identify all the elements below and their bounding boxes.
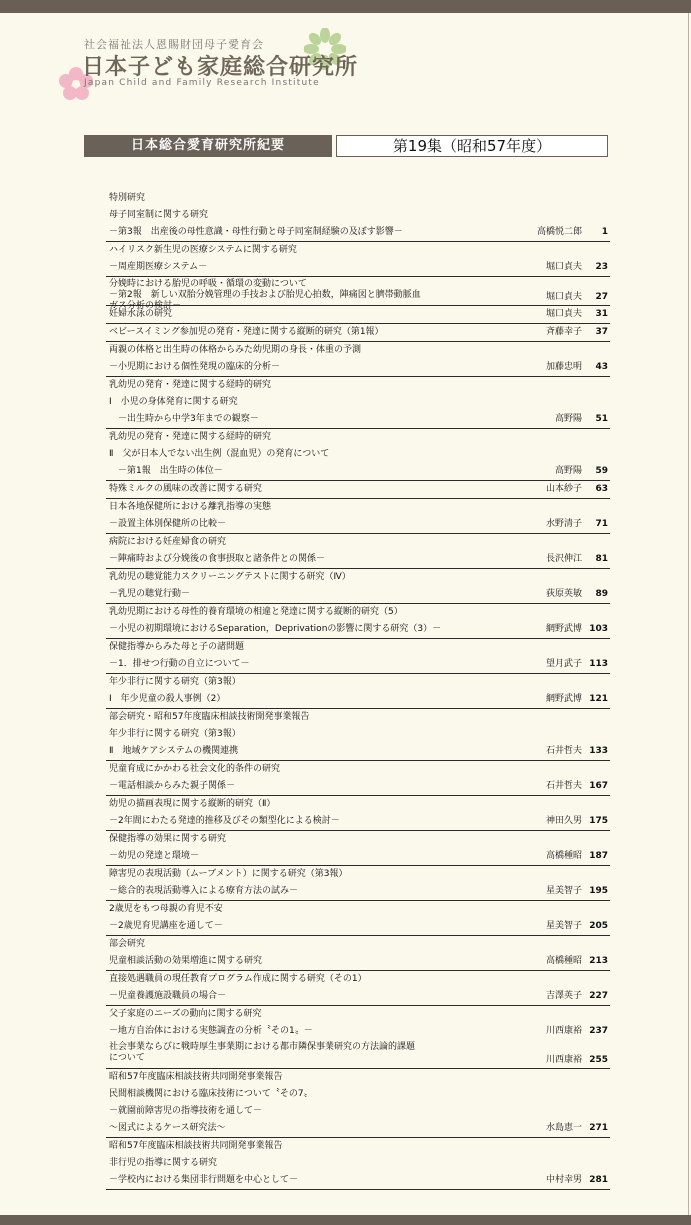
toc-row[interactable] bbox=[106, 259, 610, 277]
toc-author: 堀口貞夫 bbox=[545, 309, 582, 319]
toc-page-number[interactable]: 213 bbox=[589, 956, 608, 966]
toc-row bbox=[106, 377, 610, 394]
toc-row bbox=[106, 569, 610, 586]
toc-page-number[interactable]: 271 bbox=[589, 1123, 608, 1133]
toc-title: 妊婦水泳の研究 bbox=[109, 309, 173, 319]
toc-title: －学校内における集団非行問題を中心として－ bbox=[109, 1175, 299, 1185]
page-edge-line bbox=[688, 13, 689, 1215]
toc-title: ベビースイミング参加児の発育・発達に関する縦断的研究（第1報） bbox=[109, 327, 384, 337]
toc-page-number[interactable]: 31 bbox=[595, 309, 608, 319]
toc-title: 父子家庭のニーズの動向に関する研究 bbox=[109, 1009, 262, 1019]
toc-title: 特殊ミルクの風味の改善に関する研究 bbox=[109, 484, 262, 494]
toc-title: Ⅰ 年少児童の殺人事例（2） bbox=[109, 694, 226, 704]
toc-title: 年少非行に関する研究（第3報） bbox=[109, 729, 241, 739]
journal-title-bar bbox=[84, 135, 608, 157]
toc-row bbox=[106, 709, 610, 726]
toc-title: 直接処遇職員の現任教育プログラム作成に関する研究（その1） bbox=[109, 974, 367, 984]
toc-author: 加藤忠明 bbox=[545, 362, 582, 372]
toc-title: 病院における妊産婦食の研究 bbox=[109, 537, 227, 547]
toc-row bbox=[106, 1103, 610, 1120]
toc-row[interactable] bbox=[106, 988, 610, 1006]
toc-title: －2年間にわたる発達的推移及びその類型化による検討－ bbox=[109, 816, 340, 826]
toc-title: 昭和57年度臨床相談技術共同開発事業報告 bbox=[109, 1072, 283, 1082]
toc-title: 特別研究 bbox=[109, 193, 146, 203]
toc-author: 水島恵一 bbox=[545, 1123, 582, 1133]
bottom-bar bbox=[0, 1215, 691, 1225]
toc-title: －児童養護施設職員の場合－ bbox=[109, 991, 227, 1001]
toc-title: 幼児の描画表現に関する縦断的研究（Ⅱ） bbox=[109, 799, 276, 809]
toc-title: 分娩時における胎児の呼吸・循環の変動について －第2報 新しい双胎分娩管理の手技および胎児心拍数，陣痛図と臍帯動脈血 ガス分析の検討－ bbox=[109, 279, 421, 311]
toc-author: 網野武博 bbox=[545, 624, 582, 634]
toc-title: 乳幼児の聴覚能力スクリーニングテストに関する研究（Ⅳ） bbox=[109, 572, 351, 582]
toc-row[interactable] bbox=[106, 883, 610, 901]
toc-row bbox=[106, 242, 610, 259]
toc-row bbox=[106, 1086, 610, 1103]
toc-row[interactable] bbox=[106, 1120, 610, 1138]
toc-title: －第1報 出生時の体位－ bbox=[109, 466, 223, 476]
toc-row bbox=[106, 901, 610, 918]
toc-row bbox=[106, 446, 610, 463]
toc-title: 児童相談活動の効果増進に関する研究 bbox=[109, 956, 263, 966]
toc-title: －1．排せつ行動の自立について－ bbox=[109, 659, 250, 669]
toc-page-number[interactable]: 81 bbox=[595, 554, 608, 564]
toc-row bbox=[106, 1069, 610, 1086]
toc-title: 乳幼児の発育・発達に関する経時的研究 bbox=[109, 432, 272, 442]
toc-author: 高橋種昭 bbox=[545, 956, 582, 966]
toc-row bbox=[106, 190, 610, 207]
toc-row[interactable] bbox=[106, 656, 610, 674]
toc-title: －電話相談からみた親子関係－ bbox=[109, 781, 236, 791]
toc-row bbox=[106, 936, 610, 953]
toc-title: －乳児の聴覚行動－ bbox=[109, 589, 191, 599]
toc-title: 部会研究・昭和57年度臨床相談技術開発事業報告 bbox=[109, 712, 310, 722]
toc-row[interactable] bbox=[106, 277, 610, 311]
toc-title: Ⅰ 小児の身体発育に関する研究 bbox=[109, 397, 238, 407]
toc-author: 水野清子 bbox=[545, 519, 582, 529]
toc-title: 昭和57年度臨床相談技術共同開発事業報告 bbox=[109, 1141, 283, 1151]
toc-title: 障害児の表現活動（ムーブメント）に関する研究（第3報） bbox=[109, 869, 348, 879]
toc-title: －設置主体別保健所の比較－ bbox=[109, 519, 227, 529]
toc-page-number[interactable]: 71 bbox=[595, 519, 608, 529]
toc-page-number[interactable]: 1 bbox=[601, 227, 608, 237]
toc-title: －就園前障害児の指導技術を通して－ bbox=[109, 1106, 263, 1116]
toc-author: 網野武博 bbox=[545, 694, 582, 704]
toc-page-number[interactable]: 227 bbox=[589, 991, 608, 1001]
toc-author: 荻原英敏 bbox=[545, 589, 582, 599]
toc-page-number[interactable]: 133 bbox=[589, 746, 608, 756]
toc-author: 斉藤幸子 bbox=[545, 327, 582, 337]
toc-title: 2歳児をもつ母親の育児不安 bbox=[109, 904, 223, 914]
toc-row bbox=[106, 1006, 610, 1023]
toc-author: 堀口貞夫 bbox=[545, 292, 582, 302]
table-of-contents bbox=[106, 190, 610, 1190]
toc-row[interactable] bbox=[106, 743, 610, 761]
toc-row bbox=[106, 831, 610, 848]
toc-author: 星美智子 bbox=[545, 921, 582, 931]
toc-row bbox=[106, 796, 610, 813]
toc-author: 神田久男 bbox=[545, 816, 582, 826]
toc-row[interactable] bbox=[106, 1040, 610, 1069]
toc-row bbox=[106, 1138, 610, 1155]
toc-author: 望月武子 bbox=[545, 659, 582, 669]
toc-page-number[interactable]: 59 bbox=[595, 466, 608, 476]
toc-row bbox=[106, 604, 610, 621]
toc-page-number[interactable]: 167 bbox=[589, 781, 608, 791]
toc-row bbox=[106, 1155, 610, 1172]
toc-row[interactable] bbox=[106, 551, 610, 569]
toc-author: 高野陽 bbox=[554, 414, 582, 424]
toc-title: 両親の体格と出生時の体格からみた幼児期の身長・体重の予測 bbox=[109, 345, 362, 355]
journal-volume: 第19集（昭和57年度） bbox=[336, 135, 608, 157]
toc-row bbox=[106, 534, 610, 551]
toc-author: 石井哲夫 bbox=[545, 781, 582, 791]
toc-title: －幼児の発達と環境－ bbox=[109, 851, 200, 861]
toc-author: 高橋種昭 bbox=[545, 851, 582, 861]
toc-page-number[interactable]: 89 bbox=[595, 589, 608, 599]
toc-author: 高橋悦二郎 bbox=[536, 227, 582, 237]
institute-logo-text[interactable]: 日本子ども家庭総合研究所 bbox=[82, 55, 359, 80]
site-header bbox=[58, 30, 418, 110]
organization-name: 社会福祉法人恩賜財団母子愛育会 bbox=[84, 38, 264, 51]
toc-title: －小児期における個性発現の臨床的分析－ bbox=[109, 362, 281, 372]
journal-name: 日本総合愛育研究所紀要 bbox=[84, 135, 332, 157]
toc-title: 乳幼児の発育・発達に関する経時的研究 bbox=[109, 380, 272, 390]
toc-page-number[interactable]: 195 bbox=[589, 886, 608, 896]
toc-row bbox=[106, 726, 610, 743]
toc-author: 中村幸男 bbox=[545, 1175, 582, 1185]
toc-row bbox=[106, 866, 610, 883]
toc-row[interactable] bbox=[106, 848, 610, 866]
toc-row[interactable] bbox=[106, 621, 610, 639]
toc-author: 川西康裕 bbox=[545, 1026, 582, 1036]
toc-row bbox=[106, 761, 610, 778]
toc-page-number[interactable]: 237 bbox=[589, 1026, 608, 1036]
toc-row[interactable] bbox=[106, 324, 610, 342]
toc-title: 年少非行に関する研究（第3報） bbox=[109, 677, 241, 687]
toc-title: －陣痛時および分娩後の食事摂取と諸条件との関係－ bbox=[109, 554, 326, 564]
toc-row[interactable] bbox=[106, 953, 610, 971]
toc-author: 川西康裕 bbox=[545, 1055, 582, 1065]
toc-title: 母子同室制に関する研究 bbox=[109, 210, 209, 220]
toc-title: －小児の初期環境におけるSeparation，Deprivationの影響に関する研究（3）－ bbox=[109, 624, 442, 634]
toc-row[interactable] bbox=[106, 586, 610, 604]
toc-author: 山本紗子 bbox=[545, 484, 582, 494]
toc-page-number[interactable]: 205 bbox=[589, 921, 608, 931]
toc-title: －第3報 出産後の母性意識・母性行動と母子同室制経験の及ぼす影響－ bbox=[109, 227, 403, 237]
toc-row bbox=[106, 429, 610, 446]
toc-page-number[interactable]: 281 bbox=[589, 1175, 608, 1185]
toc-title: 日本各地保健所における離乳指導の実態 bbox=[109, 502, 272, 512]
toc-row[interactable] bbox=[106, 224, 610, 242]
toc-row[interactable] bbox=[106, 306, 610, 324]
toc-page-number[interactable]: 23 bbox=[595, 262, 608, 272]
toc-row[interactable] bbox=[106, 1172, 610, 1190]
toc-page-number[interactable]: 51 bbox=[595, 414, 608, 424]
toc-title: 保健指導からみた母と子の諸問題 bbox=[109, 642, 245, 652]
toc-row[interactable] bbox=[106, 1023, 610, 1040]
toc-row[interactable] bbox=[106, 359, 610, 377]
toc-author: 高野陽 bbox=[554, 466, 582, 476]
toc-row bbox=[106, 971, 610, 988]
toc-row bbox=[106, 639, 610, 656]
toc-title: Ⅱ 地域ケアシステムの機関連携 bbox=[109, 746, 239, 756]
toc-title: 保健指導の効果に関する研究 bbox=[109, 834, 227, 844]
toc-page-number[interactable]: 175 bbox=[589, 816, 608, 826]
toc-page-number[interactable]: 113 bbox=[589, 659, 608, 669]
toc-title: ～図式によるケース研究法～ bbox=[109, 1123, 226, 1133]
toc-title: 非行児の指導に関する研究 bbox=[109, 1158, 218, 1168]
toc-row[interactable] bbox=[106, 691, 610, 709]
toc-title: －出生時から中学3年までの観察－ bbox=[109, 414, 259, 424]
top-bar bbox=[0, 0, 691, 13]
toc-page-number[interactable]: 63 bbox=[595, 484, 608, 494]
toc-row[interactable] bbox=[106, 463, 610, 481]
toc-title: －地方自治体における実態調査の分析〝その1〟－ bbox=[109, 1026, 313, 1036]
toc-page-number[interactable]: 255 bbox=[589, 1055, 608, 1065]
toc-row[interactable] bbox=[106, 918, 610, 936]
institute-english-name: Japan Child and Family Research Institute bbox=[84, 78, 320, 88]
toc-title: －総合的表現活動導入による療育方法の試み－ bbox=[109, 886, 299, 896]
toc-title: 乳幼児期における母性的養育環境の相違と発達に関する縦断的研究（5） bbox=[109, 607, 403, 617]
toc-row bbox=[106, 674, 610, 691]
toc-row bbox=[106, 394, 610, 411]
toc-page-number[interactable]: 187 bbox=[589, 851, 608, 861]
toc-author: 長沢伸江 bbox=[545, 554, 582, 564]
toc-author: 星美智子 bbox=[545, 886, 582, 896]
toc-title: Ⅱ 父が日本人でない出生例（混血児）の発育について bbox=[109, 449, 330, 459]
toc-page-number[interactable]: 27 bbox=[595, 292, 608, 302]
toc-author: 堀口貞夫 bbox=[545, 262, 582, 272]
toc-row bbox=[106, 342, 610, 359]
toc-row[interactable] bbox=[106, 516, 610, 534]
toc-page-number[interactable]: 43 bbox=[595, 362, 608, 372]
toc-row bbox=[106, 499, 610, 516]
toc-title: 民間相談機関における臨床技術について〝その7〟 bbox=[109, 1089, 313, 1099]
toc-row[interactable] bbox=[106, 778, 610, 796]
toc-title: －2歳児育児講座を通して－ bbox=[109, 921, 223, 931]
toc-title: －周産期医療システム－ bbox=[109, 262, 208, 272]
toc-row bbox=[106, 207, 610, 224]
toc-row[interactable] bbox=[106, 813, 610, 831]
toc-author: 吉澤英子 bbox=[545, 991, 582, 1001]
toc-author: 石井哲夫 bbox=[545, 746, 582, 756]
toc-page-number[interactable]: 103 bbox=[589, 624, 608, 634]
toc-title: 児童育成にかかわる社会文化的条件の研究 bbox=[109, 764, 281, 774]
toc-title: ハイリスク新生児の医療システムに関する研究 bbox=[109, 245, 297, 255]
toc-page-number[interactable]: 37 bbox=[595, 327, 608, 337]
toc-title: 部会研究 bbox=[109, 939, 146, 949]
toc-row[interactable] bbox=[106, 481, 610, 499]
toc-row[interactable] bbox=[106, 411, 610, 429]
toc-page-number[interactable]: 121 bbox=[589, 694, 608, 704]
toc-title: 社会事業ならびに戦時厚生事業期における都市隣保事業研究の方法論的課題 について bbox=[109, 1042, 416, 1063]
